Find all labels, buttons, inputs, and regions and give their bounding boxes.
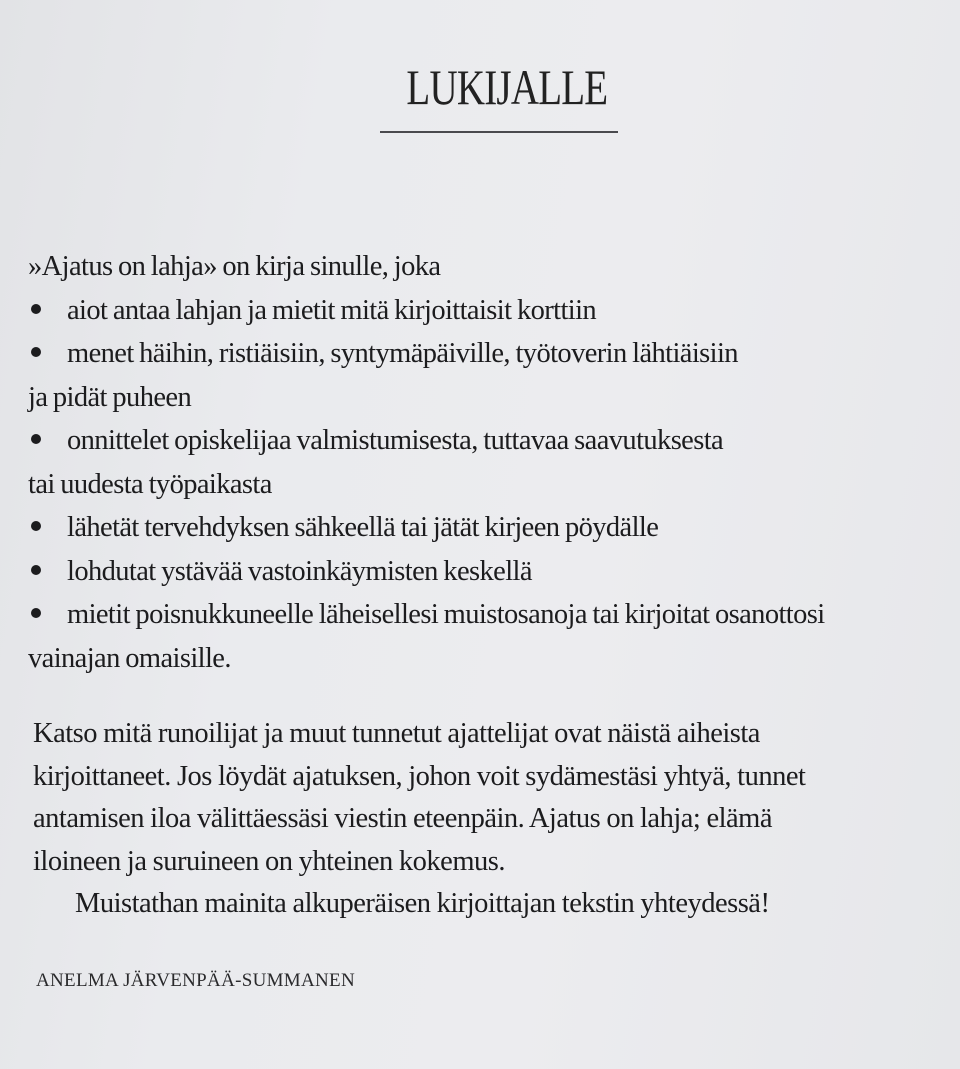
- bullet-icon: [31, 521, 41, 531]
- bullet-icon: [31, 565, 41, 575]
- closing-paragraph: [33, 713, 960, 926]
- bullet-item: [28, 550, 960, 594]
- bullet-continuation: tai uudesta työpaikasta: [28, 468, 272, 500]
- bullet-item: [28, 419, 960, 463]
- bullet-item: [28, 332, 960, 376]
- bullet-icon: [31, 304, 41, 314]
- paragraph-line: iloineen ja suruineen on yhteinen kokemus.: [33, 845, 505, 877]
- bullet-text: mietit poisnukkuneelle läheisellesi muistosanoja tai kirjoitat osanottosi: [67, 599, 825, 630]
- bullet-icon: [31, 347, 41, 357]
- bullet-icon: [31, 434, 41, 444]
- title-underline: [380, 131, 618, 133]
- intro-list-block: [28, 245, 960, 680]
- paragraph-line: Katso mitä runoilijat ja muut tunnetut ajattelijat ovat näistä aiheista: [33, 718, 760, 749]
- bullet-text: onnittelet opiskelijaa valmistumisesta, tuttavaa saavutuksesta: [67, 425, 724, 456]
- paragraph-line: kirjoittaneet. Jos löydät ajatuksen, johon voit sydämestäsi yhtyä, tunnet: [33, 760, 806, 792]
- bullet-text: lähetät tervehdyksen sähkeellä tai jätät kirjeen pöydälle: [67, 512, 659, 543]
- bullet-item: [28, 593, 960, 637]
- bullet-continuation: vainajan omaisille.: [28, 642, 231, 674]
- bullet-item: [28, 506, 960, 550]
- title-block: [380, 59, 620, 115]
- intro-line: »Ajatus on lahja» on kirja sinulle, joka: [28, 251, 441, 282]
- bullet-text: lohdutat ystävää vastoinkäymisten keskellä: [67, 555, 532, 587]
- bullet-icon: [31, 608, 41, 618]
- paragraph-line: antamisen iloa välittäessäsi viestin eteenpäin. Ajatus on lahja; elämä: [33, 803, 772, 834]
- bullet-item: [28, 289, 960, 333]
- author-signature: ANELMA JÄRVENPÄÄ-SUMMANEN: [36, 970, 355, 991]
- bullet-text: menet häihin, ristiäisiin, syntymäpäiville, työtoverin lähtiäisiin: [67, 338, 738, 369]
- bullet-continuation: ja pidät puheen: [28, 381, 192, 413]
- reminder-line: Muistathan mainita alkuperäisen kirjoittajan tekstin yhteydessä!: [75, 888, 770, 919]
- bullet-text: aiot antaa lahjan ja mietit mitä kirjoittaisit korttiin: [67, 294, 597, 326]
- page-title: LUKIJALLE: [406, 59, 608, 115]
